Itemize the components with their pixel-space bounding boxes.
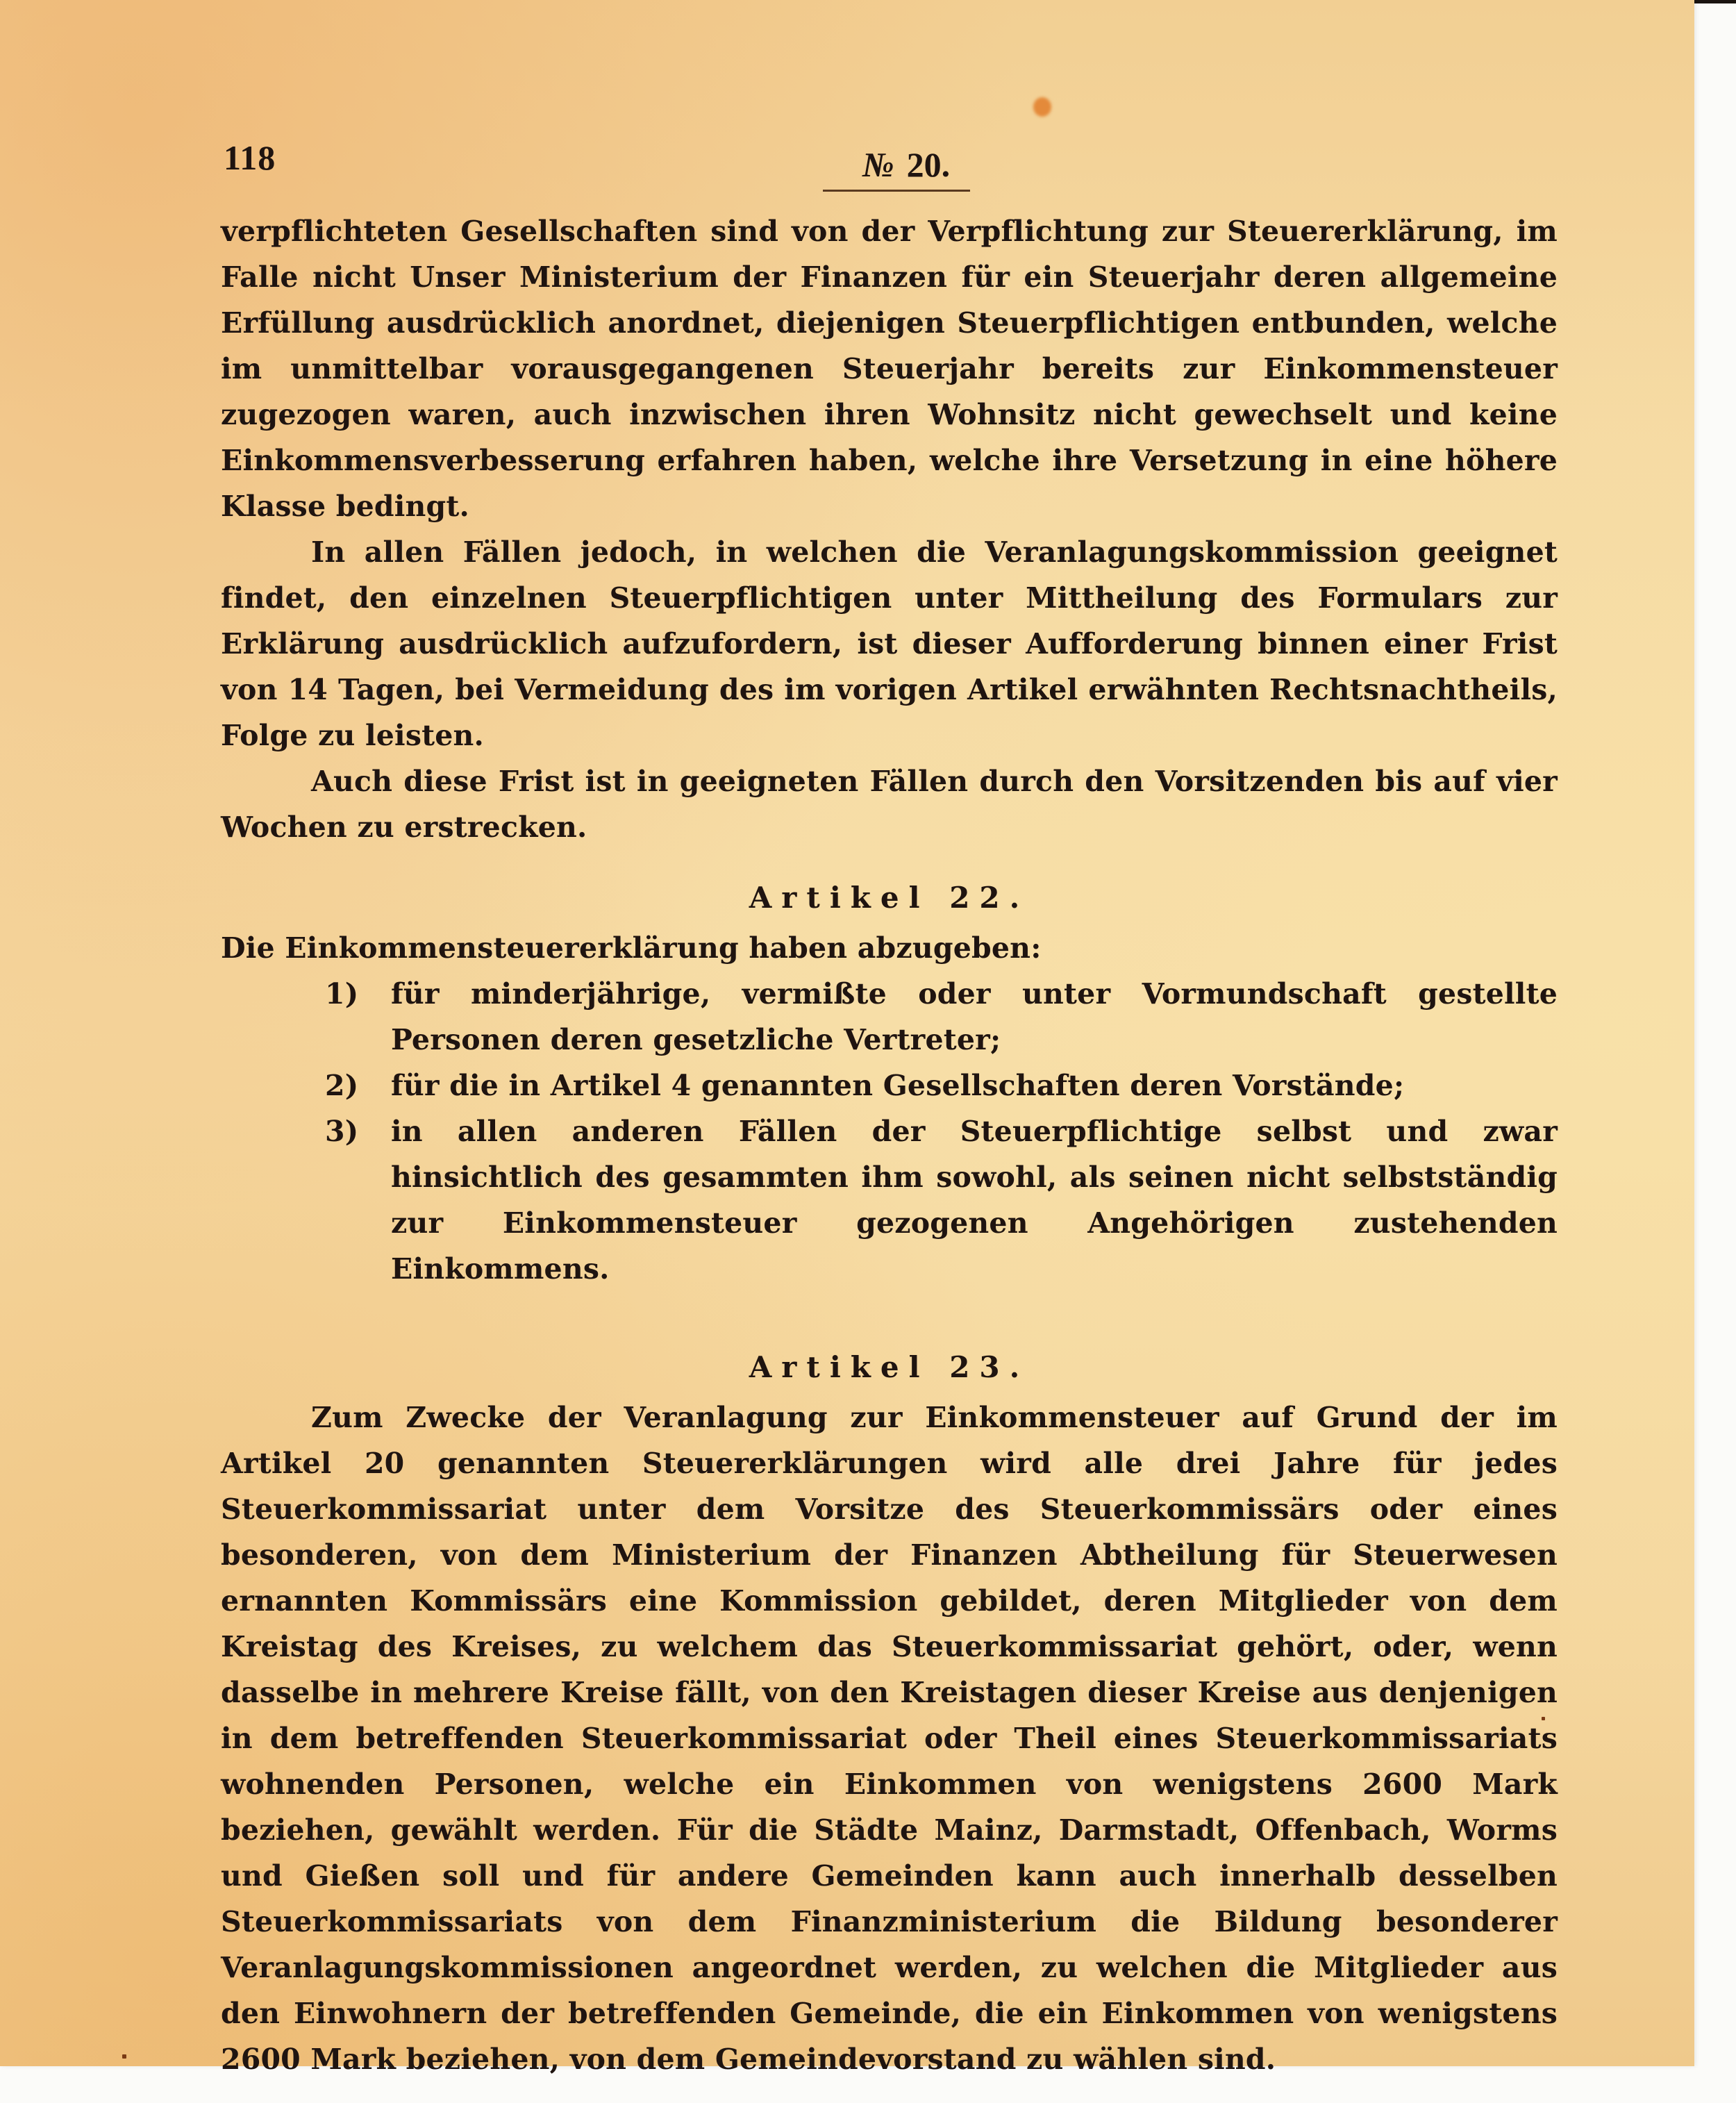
article-23-heading: Artikel 23.	[749, 1350, 1030, 1384]
paper-stain	[1033, 97, 1051, 117]
page-number: 118	[224, 138, 276, 177]
list-item-text: für minderjährige, vermißte oder unter Vormundschaft gestellte Personen deren gesetzliche Vertreter;	[391, 977, 1558, 1056]
article-22-lead: Die Einkommensteuererklärung haben abzugeben:	[221, 931, 1042, 965]
article-22-list	[221, 971, 1558, 1292]
list-item-text: in allen anderen Fällen der Steuerpflichtige selbst und zwar hinsichtlich des gesammten ihm sowohl, als seinen nicht selbstständig zur Einkommensteuer gezogenen Angehörigen zustehenden Einkommens.	[391, 1115, 1558, 1286]
document-body	[221, 208, 1558, 2082]
continuation-paragraph: verpflichteten Gesellschaften sind von der Verpflichtung zur Steuererklärung, im Falle nicht Unser Ministerium der Finanzen für ein Steuerjahr deren allgemeine Erfüllung ausdrücklich anordnet, diejenigen Steuerpflichtigen entbunden, welche im unmittelbar vorausgegangenen Steuerjahr bereits zur Einkommensteuer zugezogen waren, auch inzwischen ihren Wohnsitz nicht gewechselt und keine Einkommensverbesserung erfahren haben, welche ihre Versetzung in eine höhere Klasse bedingt.	[221, 215, 1558, 523]
list-item-text: für die in Artikel 4 genannten Gesellschaften deren Vorstände;	[391, 1069, 1405, 1102]
list-item-number: 2)	[325, 1069, 359, 1102]
paragraph-2: In allen Fällen jedoch, in welchen die Veranlagungskommission geeignet findet, den einzelnen Steuerpflichtigen unter Mittheilung des Formulars zur Erklärung ausdrücklich aufzufordern, ist dieser Aufforderung binnen einer Frist von 14 Tagen, bei Vermeidung des im vorigen Artikel erwähnten Rechtsnachtheils, Folge zu leisten.	[221, 535, 1558, 752]
list-item	[221, 1063, 1558, 1108]
paper-speck	[122, 2054, 126, 2059]
spacer	[221, 1292, 1558, 1320]
list-item	[221, 971, 1558, 1063]
list-item-number: 3)	[325, 1115, 359, 1148]
list-item-number: 1)	[325, 977, 359, 1011]
header-rule	[823, 190, 970, 192]
issue-value: 20.	[906, 145, 951, 184]
issue-number	[840, 144, 972, 185]
issue-symbol: №	[862, 145, 894, 184]
paragraph-3: Auch diese Frist ist in geeigneten Fällen durch den Vorsitzenden bis auf vier Wochen zu erstrecken.	[221, 765, 1558, 844]
list-item	[221, 1108, 1558, 1292]
article-23-paragraph: Zum Zwecke der Veranlagung zur Einkommensteuer auf Grund der im Artikel 20 genannten Steuererklärungen wird alle drei Jahre für jedes Steuerkommissariat unter dem Vorsitze des Steuerkommissärs oder eines besonderen, von dem Ministerium der Finanzen Abtheilung für Steuerwesen ernannten Kommissärs eine Kommission gebildet, deren Mitglieder von dem Kreistag des Kreises, zu welchem das Steuerkommissariat gehört, oder, wenn dasselbe in mehrere Kreise fällt, von den Kreistagen dieser Kreise aus denjenigen in dem betreffenden Steuerkommissariat oder Theil eines Steuerkommissariats wohnenden Personen, welche ein Einkommen von wenigstens 2600 Mark beziehen, gewählt werden. Für die Städte Mainz, Darmstadt, Offenbach, Worms und Gießen soll und für andere Gemeinden kann auch innerhalb desselben Steuerkommissariats von dem Finanzministerium die Bildung besonderer Veranlagungskommissionen angeordnet werden, zu welchen die Mitglieder aus den Einwohnern der betreffenden Gemeinde, die ein Einkommen von wenigstens 2600 Mark beziehen, von dem Gemeindevorstand zu wählen sind.	[221, 1401, 1558, 2076]
article-22-heading: Artikel 22.	[749, 881, 1030, 915]
